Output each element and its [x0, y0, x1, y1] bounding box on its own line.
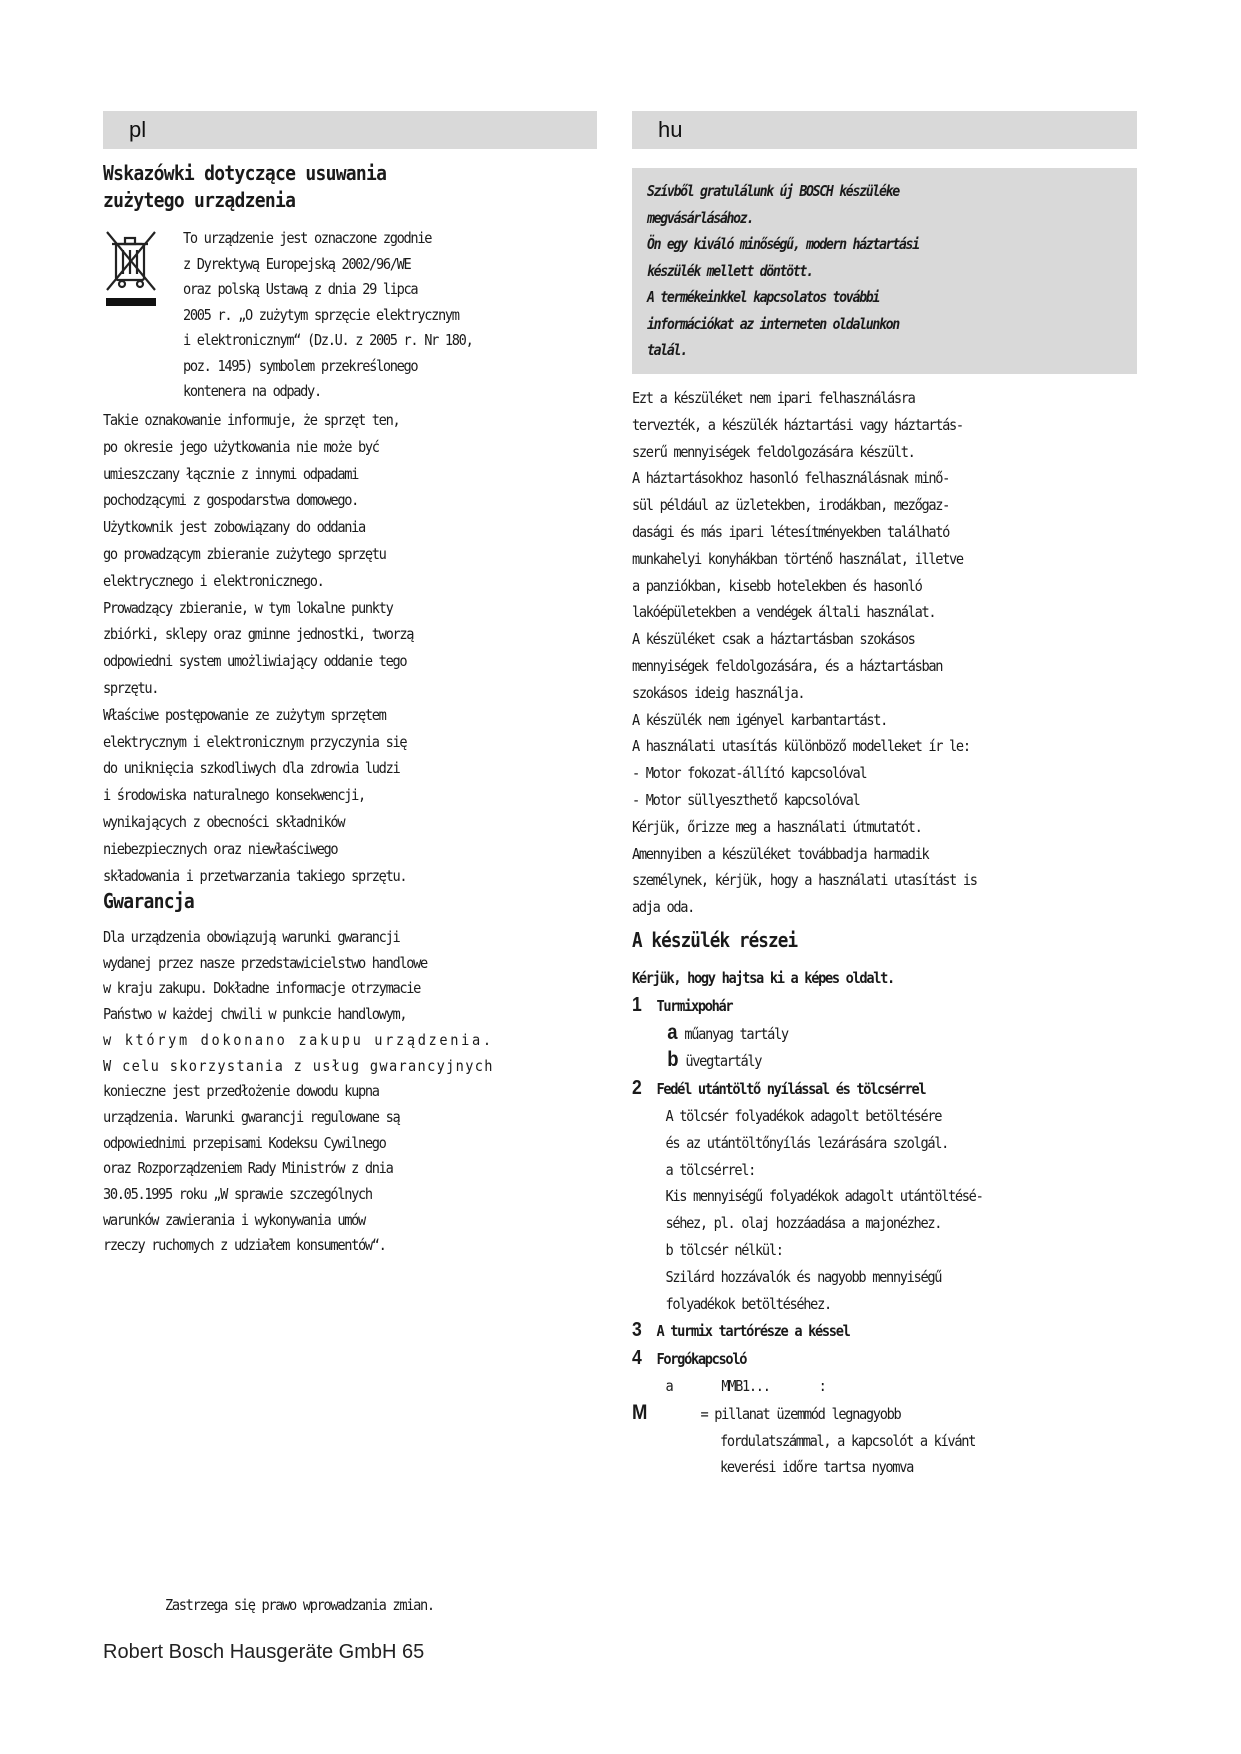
text-line: A készüléket csak a háztartásban szokásos [632, 630, 915, 649]
text-line: niebezpiecznych oraz niewłaściwego [103, 839, 338, 858]
text-line: 2005 r. „O zużytym sprzęcie elektrycznym [183, 305, 459, 324]
text-line: kontenera na odpady. [183, 382, 321, 400]
text-line: urządzenia. Warunki gwarancji regulowane są [103, 1107, 400, 1126]
text-line: oraz polską Ustawą z dnia 29 lipca [183, 280, 418, 298]
language-code-pl: pl [129, 117, 147, 142]
text-line: adja oda. [632, 898, 695, 917]
text-line: Państwo w każdej chwili w punkcie handlowym, [103, 1005, 407, 1024]
part-2 [632, 1075, 1076, 1103]
text-line: i środowiska naturalnego konsekwencji, [103, 786, 365, 805]
pl-column [103, 160, 597, 214]
text-line: oraz Rozporządzeniem Rady Ministrów z dnia [103, 1159, 393, 1178]
text-line: odpowiednimi przepisami Kodeksu Cywilnego [103, 1133, 386, 1152]
text-line: A tölcsér folyadékok adagolt betöltésére [665, 1106, 942, 1125]
intro-line: készülék mellett döntött. [647, 261, 813, 280]
part-1b [632, 1047, 1076, 1075]
part-label: üvegtartály [685, 1052, 762, 1071]
text-line: séhez, pl. olaj hozzáadása a majonézhez. [665, 1214, 942, 1233]
text-line: Takie oznakowanie informuje, że sprzęt ten, [103, 411, 400, 429]
part-label: műanyag tartály [684, 1024, 788, 1043]
column-header-hu [632, 111, 1137, 149]
text-line: elektrycznego i elektronicznego. [103, 571, 324, 590]
text-line: w którym dokonano zakupu urządzenia. [103, 1030, 494, 1049]
warranty-body [103, 925, 597, 1259]
text-line: wynikających z obecności składników [103, 812, 345, 831]
part-letter: a [665, 1376, 673, 1395]
text-line: konieczne jest przedłożenie dowodu kupna [103, 1082, 379, 1101]
part-number: 3 [632, 1319, 642, 1342]
parts-subtitle: Kérjük, hogy hajtsa ki a képes oldalt. [632, 969, 894, 987]
part-label: A turmix tartórésze a késsel [656, 1322, 850, 1341]
text-line: i elektronicznym“ (Dz.U. z 2005 r. Nr 180, [183, 331, 473, 349]
text-line: Szilárd hozzávalók és nagyobb mennyiségű [665, 1267, 942, 1286]
part-letter: a [667, 1020, 678, 1044]
text-line: lakóépületekben a vendégek általi használat. [632, 603, 936, 622]
text-line: warunków zawierania i wykonywania umów [103, 1210, 365, 1229]
part-m [632, 1400, 1076, 1428]
part-letter: b [667, 1048, 679, 1072]
part-label: Forgókapcsoló [656, 1350, 747, 1369]
text-line: személynek, kérjük, hogy a használati utasítást is [632, 871, 977, 890]
text-line: 30.05.1995 roku „W sprawie szczególnych [103, 1185, 372, 1204]
part-2b: b tölcsér nélkül: [665, 1240, 783, 1259]
part-1 [632, 992, 1076, 1020]
part-label: Fedél utántöltő nyílással és tölcsérrel [656, 1080, 926, 1099]
text-line: folyadékok betöltéséhez. [665, 1294, 831, 1313]
intro-box [632, 168, 1137, 374]
part-1a [632, 1020, 1076, 1048]
column-header-pl [103, 111, 597, 149]
part-2a: a tölcsérrel: [665, 1160, 756, 1179]
text-line: - Motor fokozat-állító kapcsolóval [632, 764, 867, 783]
intro-line: Szívből gratulálunk új BOSCH készüléke [647, 182, 899, 200]
disposal-icon-text [183, 226, 597, 405]
text-line: fordulatszámmal, a kapcsolót a kívánt [720, 1431, 976, 1450]
disposal-body [103, 407, 597, 889]
text-line: A készülék nem igényel karbantartást. [632, 710, 888, 729]
text-line: Użytkownik jest zobowiązany do oddania [103, 518, 365, 537]
text-line: A használati utasítás különböző modelleket ír le: [632, 737, 970, 756]
text-line: szerű mennyiségek feldolgozására készült. [632, 442, 915, 461]
part-4a [632, 1373, 1076, 1400]
text-line: Prowadzący zbieranie, w tym lokalne punkty [103, 598, 393, 617]
text-line: Właściwe postępowanie ze zużytym sprzętem [103, 705, 386, 724]
text-line: poz. 1495) symbolem przekreślonego [183, 356, 418, 375]
parts-title: A készülék részei [632, 928, 798, 952]
text-line: Kis mennyiségű folyadékok adagolt utántöltésé- [665, 1187, 983, 1206]
language-code-hu: hu [658, 117, 683, 142]
warranty-title: Gwarancja [103, 889, 195, 913]
part-3 [632, 1317, 1076, 1345]
disposal-title-line: zużytego urządzenia [103, 188, 296, 212]
text-line: Kérjük, őrizze meg a használati útmutatót. [632, 817, 922, 836]
text-line: z Dyrektywą Europejską 2002/96/WE [183, 254, 411, 273]
text-line: sprzętu. [103, 678, 159, 697]
text-line: A háztartásokhoz hasonló felhasználásnak minő- [632, 469, 950, 488]
text-line: pochodzącymi z gospodarstwa domowego. [103, 491, 359, 510]
text-line: Dla urządzenia obowiązują warunki gwarancji [103, 928, 400, 946]
text-line: keverési időre tartsa nyomva [720, 1458, 913, 1477]
footer: Robert Bosch Hausgeräte GmbH 65 [103, 1641, 425, 1663]
text-line: Ezt a készüléket nem ipari felhasználásra [632, 389, 915, 407]
text-line: umieszczany łącznie z innymi odpadami [103, 464, 359, 483]
part-label: Turmixpohár [656, 996, 733, 1015]
crossed-bin-icon [103, 228, 161, 310]
text-line: tervezték, a készülék háztartási vagy háztartás- [632, 415, 963, 434]
text-line: mennyiségek feldolgozására, és a háztartásban [632, 656, 943, 675]
intro-line: talál. [647, 341, 687, 359]
warranty-section [103, 888, 597, 915]
text-line: odpowiedni system umożliwiający oddanie tego [103, 652, 407, 671]
model-colon: : [818, 1376, 826, 1395]
text-line: és az utántöltőnyílás lezárására szolgál. [665, 1133, 949, 1152]
part-number: 4 [632, 1347, 642, 1370]
part-letter: M [632, 1400, 648, 1424]
text-line: szokásos ideig használja. [632, 683, 805, 702]
text-line: go prowadzącym zbieranie zużytego sprzętu [103, 544, 386, 563]
text-line: dasági és más ipari létesítményekben található [632, 522, 950, 541]
text-line: W celu skorzystania z usług gwarancyjnych [103, 1056, 494, 1075]
text-line: składowania i przetwarzania takiego sprzętu. [103, 866, 407, 885]
text-line: - Motor süllyeszthető kapcsolóval [632, 790, 860, 809]
part-number: 2 [632, 1077, 642, 1100]
hu-body [632, 385, 1137, 921]
text-line: elektrycznym i elektronicznym przyczynia się [103, 732, 407, 751]
text-line: rzeczy ruchomych z udziałem konsumentów“. [103, 1236, 386, 1255]
intro-line: információkat az interneten oldalunkon [647, 314, 899, 333]
intro-line: megvásárlásához. [647, 208, 754, 227]
text-line: w kraju zakupu. Dokładne informacje otrzymacie [103, 979, 421, 998]
changes-note: Zastrzega się prawo wprowadzania zmian. [165, 1596, 434, 1614]
text-line: sül például az üzletekben, irodákban, mezőgaz- [632, 496, 950, 515]
text-line: wydanej przez nasze przedstawicielstwo handlowe [103, 953, 427, 972]
parts-list [632, 965, 1137, 1481]
model-name: MMB1... [721, 1376, 770, 1395]
text-line: po okresie jego użytkowania nie może być [103, 437, 379, 456]
disposal-title [103, 160, 548, 214]
intro-line: A termékeinkkel kapcsolatos további [647, 288, 879, 306]
text-line: munkahelyi konyhákban történő használat, illetve [632, 549, 963, 568]
text-line: a panziókban, kisebb hotelekben és hasonló [632, 576, 922, 595]
intro-line: Ön egy kiváló minőségű, modern háztartási [647, 235, 919, 253]
parts-section [632, 928, 1137, 952]
text-line: To urządzenie jest oznaczone zgodnie [183, 229, 432, 247]
text-line: do uniknięcia szkodliwych dla zdrowia ludzi [103, 759, 400, 778]
text-line: = pillanat üzemmód legnagyobb [700, 1404, 901, 1423]
text-line: Amennyiben a készüléket továbbadja harmadik [632, 844, 929, 863]
part-4 [632, 1345, 1076, 1373]
disposal-title-line: Wskazówki dotyczące usuwania [103, 161, 387, 185]
text-line: zbiórki, sklepy oraz gminne jednostki, tworzą [103, 625, 414, 644]
part-number: 1 [632, 993, 642, 1016]
